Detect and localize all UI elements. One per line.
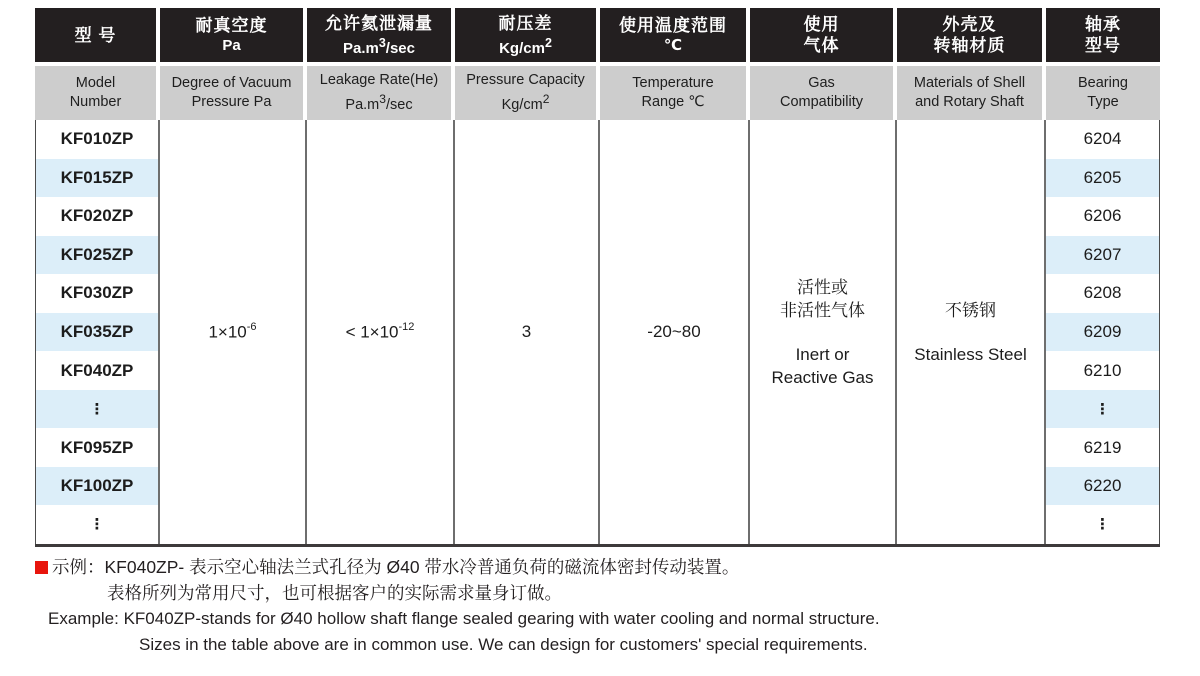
model-ellipsis-cell — [36, 505, 158, 544]
model-cell: KF100ZP — [36, 467, 158, 506]
header-row-chinese — [35, 8, 1160, 62]
subheader-temperature: Temperature Range ℃ — [600, 66, 750, 120]
bearing-cell: 6206 — [1083, 206, 1122, 226]
spec-table — [35, 8, 1160, 547]
subheader-gas: Gas Compatibility — [750, 66, 897, 120]
model-cell: KF030ZP — [60, 283, 134, 303]
model-ellipsis-cell — [36, 390, 158, 429]
col-header-pressure: 耐压差 $Kg/cm^2$ — [455, 8, 600, 62]
subheader-bearing: Bearing Type — [1046, 66, 1160, 120]
bearing-column — [1046, 120, 1160, 544]
col-header-gas: 使用 气体 — [750, 8, 897, 62]
vacuum-value: $1\times 10^{-6}$ — [208, 320, 257, 342]
col-header-temperature: 使用温度范围 ℃ — [600, 8, 750, 62]
pressure-value-cell — [455, 120, 600, 544]
leakage-value-cell — [307, 120, 455, 544]
col-header-leakage: 允许氦泄漏量 $Pa.m^3/\sec$ — [307, 8, 455, 62]
subheader-model: Model Number — [35, 66, 160, 120]
subheader-leakage: Leakage Rate(He) $Pa.m^3/\sec$ — [307, 66, 455, 120]
bearing-ellipsis-cell — [1046, 505, 1159, 544]
bearing-cell: 6220 — [1046, 467, 1159, 506]
subheader-materials: Materials of Shell and Rotary Shaft — [897, 66, 1046, 120]
bearing-cell: 6219 — [1083, 437, 1122, 457]
bearing-cell: 6204 — [1083, 129, 1122, 149]
materials-value-zh: 不锈钢 — [944, 300, 996, 320]
model-cell: KF010ZP — [60, 129, 134, 149]
footnotes — [35, 554, 1165, 658]
note-sizes-en: Sizes in the table above are in common use. We can design for customers' special requirements. — [139, 635, 868, 654]
pressure-value: 3 — [521, 322, 532, 341]
vertical-ellipsis: ⋮ — [89, 516, 105, 534]
col-header-vacuum: 耐真空度 Pa — [160, 8, 307, 62]
model-cell: KF035ZP — [36, 313, 158, 352]
materials-value-en: Stainless Steel — [914, 344, 1027, 364]
temperature-value-cell — [600, 120, 750, 544]
bearing-cell: 6208 — [1083, 283, 1122, 303]
model-cell: KF015ZP — [36, 159, 158, 198]
temperature-value: -20~80 — [647, 322, 701, 341]
model-cell: KF025ZP — [36, 236, 158, 275]
vacuum-value-cell — [160, 120, 307, 544]
gas-value-en: Inert or Reactive Gas — [771, 344, 874, 387]
bearing-cell: 6207 — [1046, 236, 1159, 275]
model-cell: KF040ZP — [60, 360, 134, 380]
bearing-cell: 6209 — [1046, 313, 1159, 352]
leakage-value: < $1\times 10^{-12}$ — [345, 320, 415, 342]
materials-value-cell — [897, 120, 1046, 544]
subheader-pressure: Pressure Capacity $Kg/cm^2$ — [455, 66, 600, 120]
vertical-ellipsis: ⋮ — [1095, 516, 1110, 534]
bearing-ellipsis-cell — [1046, 390, 1159, 429]
subheader-vacuum: Degree of Vacuum Pressure Pa — [160, 66, 307, 120]
note-example-zh: 示例：KF040ZP- 表示空心轴法兰式孔径为 Ø40 带水冷普通负荷的磁流体密封传动装置。 — [35, 554, 1165, 580]
note-example-en: Example: KF040ZP-stands for Ø40 hollow shaft flange sealed gearing with water cooling and normal structure. — [48, 609, 880, 628]
note-sizes-zh: 表格所列为常用尺寸，也可根据客户的实际需求量身订做。 — [107, 583, 562, 603]
vertical-ellipsis: ⋮ — [89, 400, 105, 418]
header-row-english — [35, 66, 1160, 120]
table-body — [35, 120, 1160, 547]
bearing-cell: 6210 — [1083, 360, 1122, 380]
bearing-cell: 6205 — [1046, 159, 1159, 198]
gas-value-cell — [750, 120, 897, 544]
col-header-materials: 外壳及 转轴材质 — [897, 8, 1046, 62]
red-square-bullet-icon — [35, 561, 48, 574]
model-cell: KF020ZP — [60, 206, 134, 226]
gas-value-zh: 活性或 非活性气体 — [779, 277, 865, 320]
model-column — [35, 120, 160, 544]
col-header-model-zh: 型 号 — [74, 25, 117, 45]
col-header-model — [35, 8, 160, 62]
model-cell: KF095ZP — [60, 437, 134, 457]
col-header-bearing: 轴承 型号 — [1046, 8, 1160, 62]
vertical-ellipsis: ⋮ — [1095, 400, 1110, 418]
